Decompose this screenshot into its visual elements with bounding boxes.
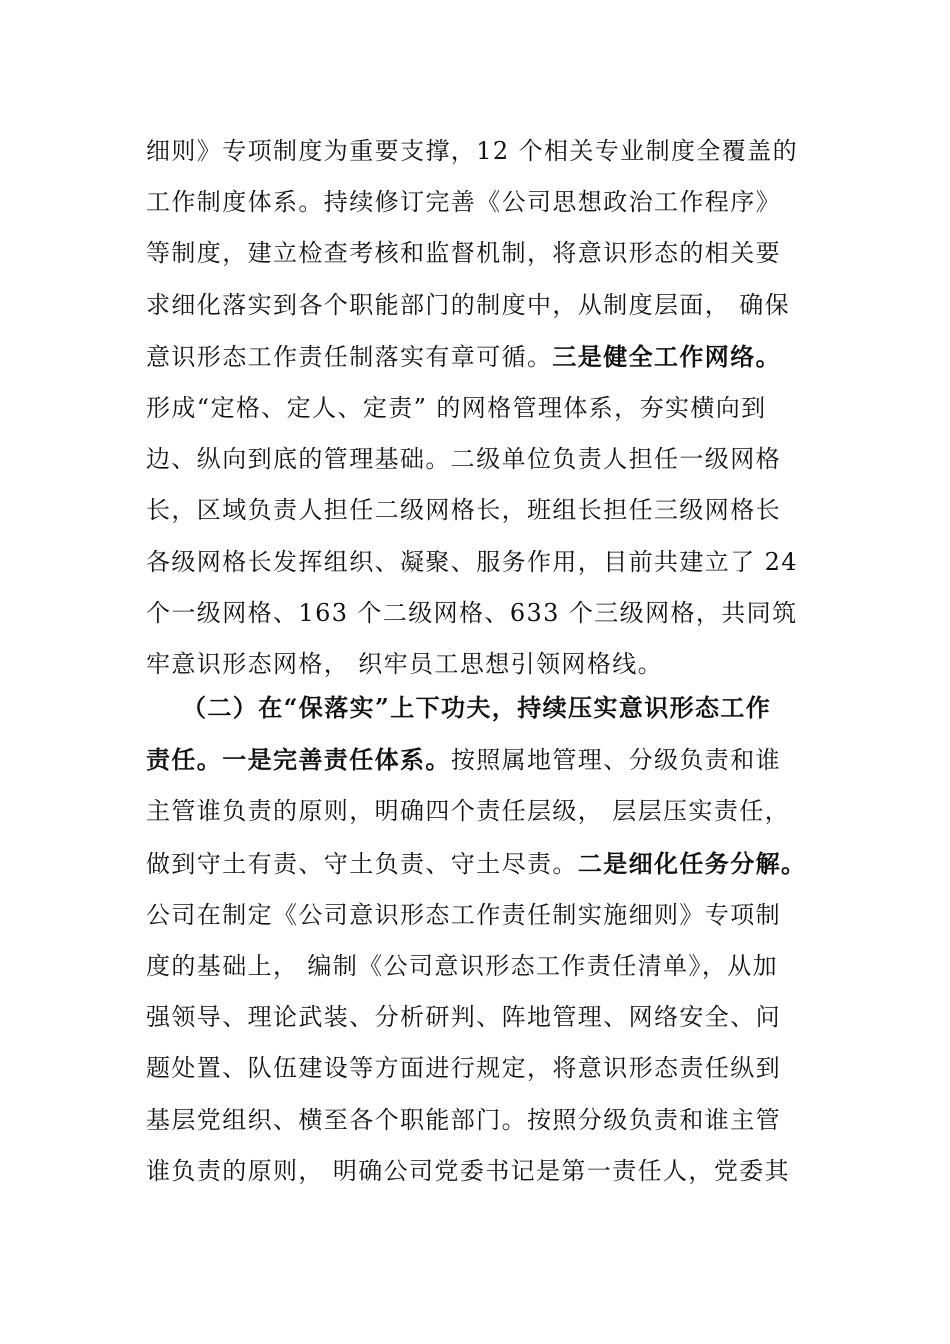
section-heading-line	[146, 682, 816, 734]
text-segment: 公司在制定《公司意识形态工作责任制实施细则》专项制	[146, 900, 781, 929]
text-line	[146, 1095, 816, 1146]
text-segment: 形成“定格、定人、定责” 的网格管理体系，夯实横向到	[146, 394, 767, 423]
text-line	[146, 786, 816, 837]
text-line	[146, 992, 816, 1043]
bold-heading-segment: 二是细化任务分解。	[577, 848, 807, 878]
text-line	[146, 734, 816, 786]
text-line	[146, 588, 816, 639]
text-segment: 各级网格长发挥组织、凝聚、服务作用，目前共建立了 24	[146, 547, 798, 576]
text-segment: 按照属地管理、分级负责和谁	[450, 746, 782, 775]
text-segment: 牢意识形态网格， 织牢员工思想引领网格线。	[146, 650, 664, 679]
text-segment: 细则》专项制度为重要支撑，12 个相关专业制度全覆盖的	[146, 137, 798, 165]
section-heading: （二）在“保落实”上下功夫，持续压实意识形态工作	[182, 693, 772, 722]
text-line	[146, 537, 816, 588]
paragraph-1	[146, 126, 816, 690]
text-segment: 边、纵向到底的管理基础。二级单位负责人担任一级网格	[146, 445, 781, 474]
text-segment: 做到守土有责、守土负责、守土尽责。	[146, 849, 578, 878]
bold-heading-segment: 三是健全工作网络。	[552, 341, 782, 371]
text-line	[146, 941, 816, 992]
text-line	[146, 331, 816, 383]
section-heading: 责任。	[146, 745, 223, 775]
paragraph-2	[146, 682, 816, 1197]
text-segment: 等制度，建立检查考核和监督机制，将意识形态的相关要	[146, 239, 781, 268]
text-segment: 谁负责的原则， 明确公司党委书记是第一责任人，党委其	[146, 1156, 791, 1185]
bold-heading-segment: 一是完善责任体系。	[222, 745, 451, 775]
text-line	[146, 177, 816, 228]
text-segment: 求细化落实到各个职能部门的制度中，从制度层面， 确保	[146, 290, 791, 319]
text-segment: 意识形态工作责任制落实有章可循。	[146, 342, 553, 371]
text-line	[146, 434, 816, 485]
text-line	[146, 383, 816, 434]
text-segment: 主管谁负责的原则，明确四个责任层级， 层层压实责任，	[146, 797, 791, 826]
text-segment: 长，区域负责人担任二级网格长，班组长担任三级网格长	[146, 496, 781, 525]
text-segment: 强领导、理论武装、分析研判、阵地管理、网络安全、问	[146, 1003, 781, 1032]
text-segment: 度的基础上， 编制《公司意识形态工作责任清单》，从加	[146, 952, 779, 981]
text-line	[146, 838, 816, 890]
text-line	[146, 126, 816, 177]
text-segment: 个一级网格、163 个二级网格、633 个三级网格，共同筑	[146, 598, 798, 627]
text-line	[146, 228, 816, 279]
text-line	[146, 280, 816, 331]
text-line	[146, 1146, 816, 1197]
text-segment: 基层党组织、横至各个职能部门。按照分级负责和谁主管	[146, 1105, 781, 1134]
text-line	[146, 1043, 816, 1094]
text-segment: 题处置、队伍建设等方面进行规定，将意识形态责任纵到	[146, 1054, 781, 1083]
text-segment: 工作制度体系。持续修订完善《公司思想政治工作程序》	[146, 188, 781, 217]
text-line	[146, 485, 816, 536]
text-line	[146, 890, 816, 941]
